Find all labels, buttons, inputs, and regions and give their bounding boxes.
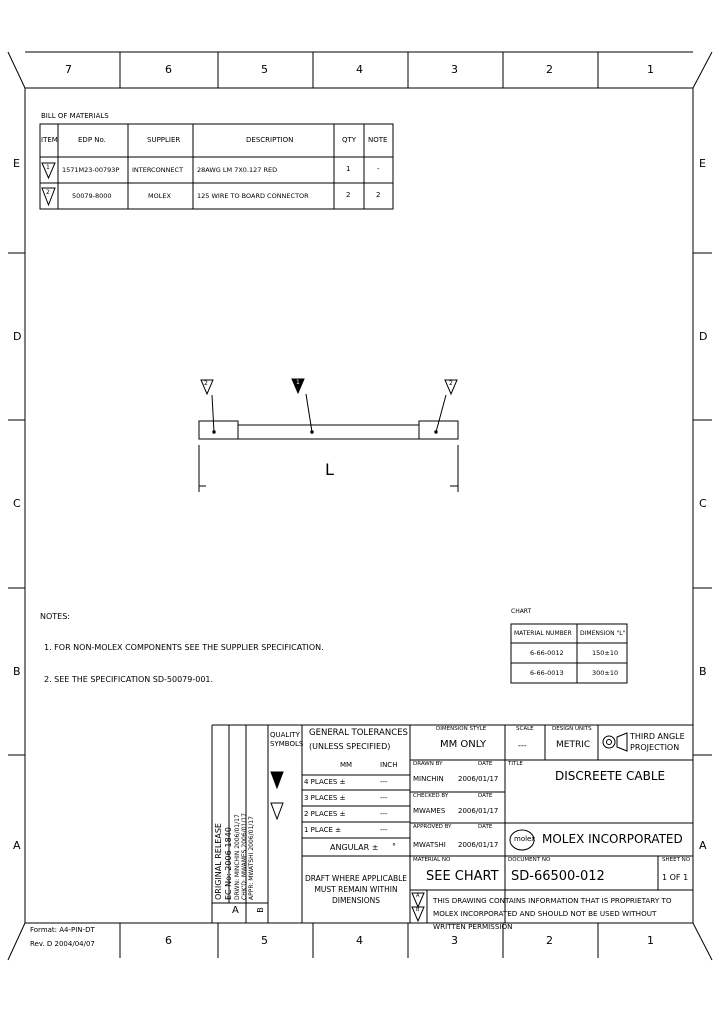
zone-bottom-2: 2 [546,934,553,947]
tolerance-2-places: 2 PLACES ± [304,810,346,818]
material-no-label: MATERIAL NO [413,857,451,863]
tolerance-1-value: --- [380,826,388,834]
projection-circle-icon [603,736,615,748]
callout-left-number: 2 [204,380,208,387]
tolerance-angular: ANGULAR ± [330,843,379,852]
bom-row-1-note: - [377,165,380,173]
notes-title: NOTES: [40,612,70,621]
tolerance-1-place: 1 PLACE ± [304,826,342,834]
revision-letter-a: A [232,905,239,916]
bom-header-description: DESCRIPTION [246,136,294,144]
drafting-note: DRAFT WHERE APPLICABLE MUST REMAIN WITHIN DIMENSIONS [304,874,408,905]
tolerance-unit-inch: INCH [380,761,398,769]
chart-row-1-dimension: 150±10 [592,649,619,657]
zone-left-e: E [13,157,20,170]
zone-bottom-6: 6 [165,934,172,947]
revision-original-release: ORIGINAL RELEASE [214,823,223,900]
note-1: 1. FOR NON-MOLEX COMPONENTS SEE THE SUPPLIER SPECIFICATION. [44,643,324,652]
rev-label-a: A [416,893,420,899]
chart-row-2-material: 6-66-0013 [530,669,564,677]
inner-frame [25,88,693,923]
chart-header-material: MATERIAL NUMBER [514,630,572,637]
zone-right-b: B [699,665,707,678]
dimension-style-value: MM ONLY [440,739,487,750]
bom-row-1-edp: 1571M23-00793P [62,166,120,174]
bom-row-2-supplier: MOLEX [148,192,171,200]
zone-left-a: A [13,839,21,852]
tolerance-unit-mm: MM [340,761,353,769]
zone-right-e: E [699,157,706,170]
drawing-title: DISCREETE CABLE [555,769,666,783]
zone-top-5: 5 [261,63,268,76]
left-connector [199,421,238,439]
bom-row-2-note: 2 [376,191,381,199]
bom-row-2-item: 2 [46,189,50,196]
zone-top-1: 1 [647,63,654,76]
sheet-no-value: 1 OF 1 [662,873,689,882]
title-label: TITLE [508,761,523,767]
quality-symbol-major-icon [271,803,283,819]
bom-title: BILL OF MATERIALS [41,112,109,120]
cable-wire [238,425,419,439]
tolerance-angular-value: ° [392,842,396,851]
design-units-value: METRIC [556,740,591,750]
revision-drawn: DRWN: MINCHIN 2006/01/17 [234,814,241,900]
approved-by-value: MWATSHI [413,841,446,849]
drawn-date-label: DATE [478,761,493,767]
format-revision: Rev. D 2004/04/07 [30,940,95,948]
zone-bottom-5: 5 [261,934,268,947]
callout-center-number: 1 [296,379,300,386]
revision-signatures [234,813,255,900]
bom-row-1-description: 28AWG LM 7X0.127 RED [197,166,278,174]
format-label: Format: A4-PIN-DT [30,926,95,934]
sheet-no-label: SHEET NO [662,857,691,863]
chart-row-2-dimension: 300±10 [592,669,619,677]
zone-top-3: 3 [451,63,458,76]
bom-header-edp: EDP No. [78,136,106,144]
bom-header-qty: QTY [342,136,357,144]
revision-ec-number: EC No: 2006-1840 [224,827,233,900]
bom-header-supplier: SUPPLIER [147,136,181,144]
material-no-value: SEE CHART [426,869,499,884]
document-no-label: DOCUMENT NO [508,857,551,863]
revision-checked: CHK'D: MWAMES 2006/01/17 [241,813,248,900]
revision-history [214,823,234,900]
checked-date-value: 2006/01/17 [458,807,499,815]
tolerance-3-value: --- [380,794,388,802]
zone-bottom-3: 3 [451,934,458,947]
rev-label-b: B [416,907,420,913]
zone-bottom-1: 1 [647,934,654,947]
bom-row-1-qty: 1 [346,165,351,173]
quality-symbol-critical-icon [271,772,283,788]
third-angle-projection-label: THIRD ANGLE PROJECTION [630,732,685,752]
scale-label: SCALE [516,726,534,732]
projection-cone-icon [617,733,627,751]
approved-by-label: APPROVED BY [413,824,452,830]
bom-header-note: NOTE [368,136,388,144]
drawn-date-value: 2006/01/17 [458,775,499,783]
zone-left-b: B [13,665,21,678]
approved-date-label: DATE [478,824,493,830]
quality-symbols-label: QUALITY SYMBOLS [270,731,304,748]
revision-approved: APPR: MWATSHI 2006/01/17 [248,816,255,900]
unless-specified-label: (UNLESS SPECIFIED) [309,742,391,751]
bom-row-2-edp: 50079-8000 [72,192,112,200]
company-name: MOLEX INCORPORATED [542,832,683,846]
dimension-style-label: DIMENSION STYLE [436,726,487,732]
zone-top-7: 7 [65,63,72,76]
zone-right-d: D [699,330,708,343]
approved-date-value: 2006/01/17 [458,841,499,849]
zone-top-4: 4 [356,63,363,76]
zone-top-6: 6 [165,63,172,76]
revision-letter-b: B [255,907,265,913]
chart-label: CHART [511,608,532,615]
tolerance-2-value: --- [380,810,388,818]
checked-by-value: MWAMES [413,807,446,815]
zone-right-a: A [699,839,707,852]
drawn-by-value: MINCHIN [413,775,444,783]
design-units-label: DESIGN UNITS [552,726,592,732]
tolerance-3-places: 3 PLACES ± [304,794,346,802]
bom-row-2-qty: 2 [346,191,351,199]
zone-right-c: C [699,497,707,510]
bom-header-item: ITEM [41,136,58,144]
zone-bottom-4: 4 [356,934,363,947]
dimension-l-label: L [325,460,334,479]
checked-date-label: DATE [478,793,493,799]
molex-logo-text: molex [514,835,536,843]
general-tolerances-label: GENERAL TOLERANCES [309,728,408,738]
drawn-by-label: DRAWN BY [413,761,443,767]
checked-by-label: CHECKED BY [413,793,449,799]
chart-header-dimension: DIMENSION "L" [580,630,626,637]
tolerance-4-places: 4 PLACES ± [304,778,346,786]
scale-value: --- [518,741,527,750]
zone-left-d: D [13,330,22,343]
zone-left-c: C [13,497,21,510]
zone-top-2: 2 [546,63,553,76]
note-2: 2. SEE THE SPECIFICATION SD-50079-001. [44,675,214,684]
bom-row-2-description: 125 WIRE TO BOARD CONNECTOR [197,192,309,200]
bom-row-1-supplier: INTERCONNECT [132,166,184,174]
tolerance-4-value: --- [380,778,388,786]
document-no-value: SD-66500-012 [511,869,605,884]
chart-row-1-material: 6-66-0012 [530,649,564,657]
callout-right-number: 2 [449,380,453,387]
proprietary-notice: THIS DRAWING CONTAINS INFORMATION THAT IS PROPRIETARY TO MOLEX INCORPORATED AND SHOULD NOT BE USED WITHOUT WRITTEN PERMISSION [433,896,672,931]
bom-row-1-item: 1 [46,164,50,171]
